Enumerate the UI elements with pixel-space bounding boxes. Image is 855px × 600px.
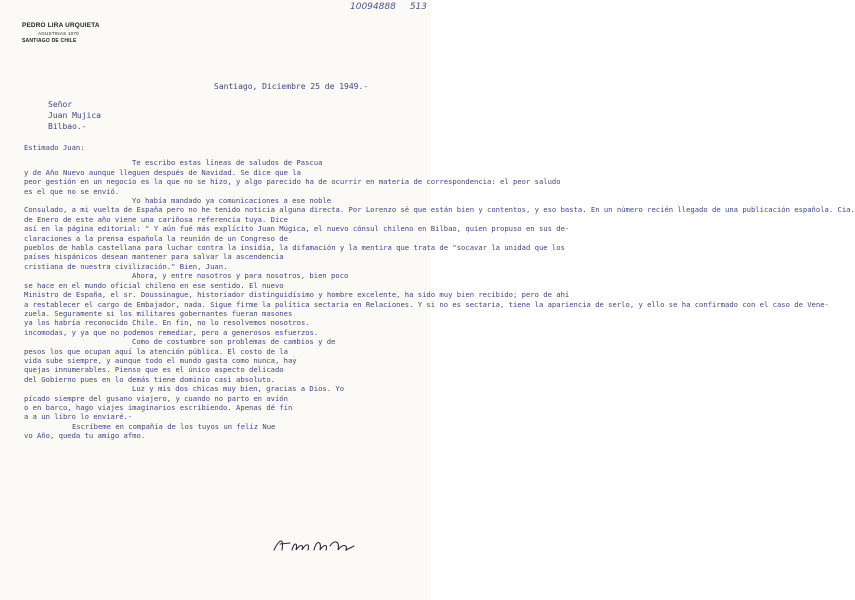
body-line: vida sube siempre, y aunque todo el mundo gasta como nunca, hay — [24, 355, 297, 365]
body-line: a restablecer el cargo de Embajador, nada. Sigue firme la política sectaria en Relaciones. Y si no es sectaria, tiene la apariencia de serlo, y ello se ha confirmado con el caso de Vene- — [24, 299, 829, 309]
body-line: Yo había mandado ya comunicaciones a ese noble — [132, 196, 332, 206]
body-line: peor gestión en un negocio es la que no se hizo, y algo parecido ha de ocurrir en materia de correspondencia: el peor saludo — [24, 177, 561, 187]
letterhead-name: PEDRO LIRA URQUIETA — [22, 22, 100, 29]
recipient-name: Juan Mujica — [48, 111, 101, 120]
letter-body — [24, 143, 855, 441]
body-line: vo Año, queda tu amigo afmo. — [24, 431, 146, 441]
letterhead — [22, 22, 100, 44]
body-line: incomodas, y ya que no podemos remediar, pero a generosos esfuerzos. — [24, 327, 319, 337]
body-line: Ministro de España, el sr. Doussinague, historiador distinguidísimo y hombre excelente, ha sido muy bien recibido; pero de ahí — [24, 290, 570, 300]
body-line: Escríbeme en compañía de los tuyos un feliz Nue — [72, 421, 276, 431]
salutation: Estimado Juan: — [24, 143, 85, 152]
body-line: y de Año Nuevo aunque lleguen después de Navidad. Se dice que la — [24, 167, 301, 177]
letter-date: Santiago, Diciembre 25 de 1949.- — [214, 82, 369, 91]
handwritten-signature — [270, 534, 360, 556]
body-line: se hace en el mundo oficial chileno en ese sentido. El nuevo — [24, 280, 284, 290]
body-paragraphs — [24, 158, 855, 441]
body-line: quejas innumerables. Pienso que es el único aspecto delicado — [24, 365, 284, 375]
body-line: Como de costumbre son problemas de cambios y de — [132, 337, 336, 347]
body-line: pícado siempre del gusano viajero, y cuando no parto en avión — [24, 393, 288, 403]
body-line: de Enero de este año viene una cariñosa referencia tuya. Dice — [24, 214, 288, 224]
body-line: a a un libro lo enviaré.- — [24, 412, 133, 422]
body-line: países hispánicos desean mantener para salvar la ascendencia — [24, 252, 284, 262]
archive-code-primary: 10094888 — [350, 2, 396, 12]
body-line: ya los habría reconocido Chile. En fin, no lo resolvemos nosotros. — [24, 318, 310, 328]
body-line: pesos los que ocupan aquí la atención pública. El costo de la — [24, 346, 288, 356]
body-line: claraciones a la prensa española la reunión de un Congreso de — [24, 233, 288, 243]
recipient-title: Señor — [48, 100, 73, 109]
recipient-city: Bilbao.- — [48, 122, 87, 131]
letterhead-city: SANTIAGO DE CHILE — [22, 38, 77, 44]
body-line: Consulado, a mi vuelta de España pero no he tenido noticia alguna directa. Por Lorenzo sé que están bien y contentos, y eso basta. En un número recién llegado de una publicación española. Cia. — [24, 205, 855, 215]
body-line: así en la página editorial: " Y aún fué más explícito Juan Múgica, el nuevo cónsul chileno en Bilbao, quien propuso en sus de- — [24, 224, 570, 234]
letterhead-address: AGUSTINAS 1070 — [38, 31, 79, 36]
body-line: zuela. Seguramente si los militares gobernantes fueran masones — [24, 308, 293, 318]
body-line: es el que no se envió. — [24, 186, 120, 196]
body-line: Te escribo estas líneas de saludos de Pascua — [132, 158, 323, 168]
body-line: Ahora, y entre nosotros y para nosotros, bien poco — [132, 271, 349, 281]
body-line: pueblos de habla castellana para luchar contra la insidia, la difamación y la mentira que trata de "socavar la unidad que los — [24, 243, 565, 253]
recipient-block — [48, 99, 101, 132]
body-line: Luz y mis dos chicas muy bien, gracias a Dios. Yo — [132, 384, 345, 394]
body-line: cristiana de nuestra civilización." Bien, Juan. — [24, 261, 228, 271]
archive-codes — [350, 2, 427, 12]
body-line: o en barco, hago viajes imaginarios escribiendo. Apenas dé fin — [24, 402, 293, 412]
archive-code-secondary: 513 — [409, 2, 427, 12]
body-line: del Gobierno pues en lo demás tiene dominio casi absoluto. — [24, 374, 275, 384]
